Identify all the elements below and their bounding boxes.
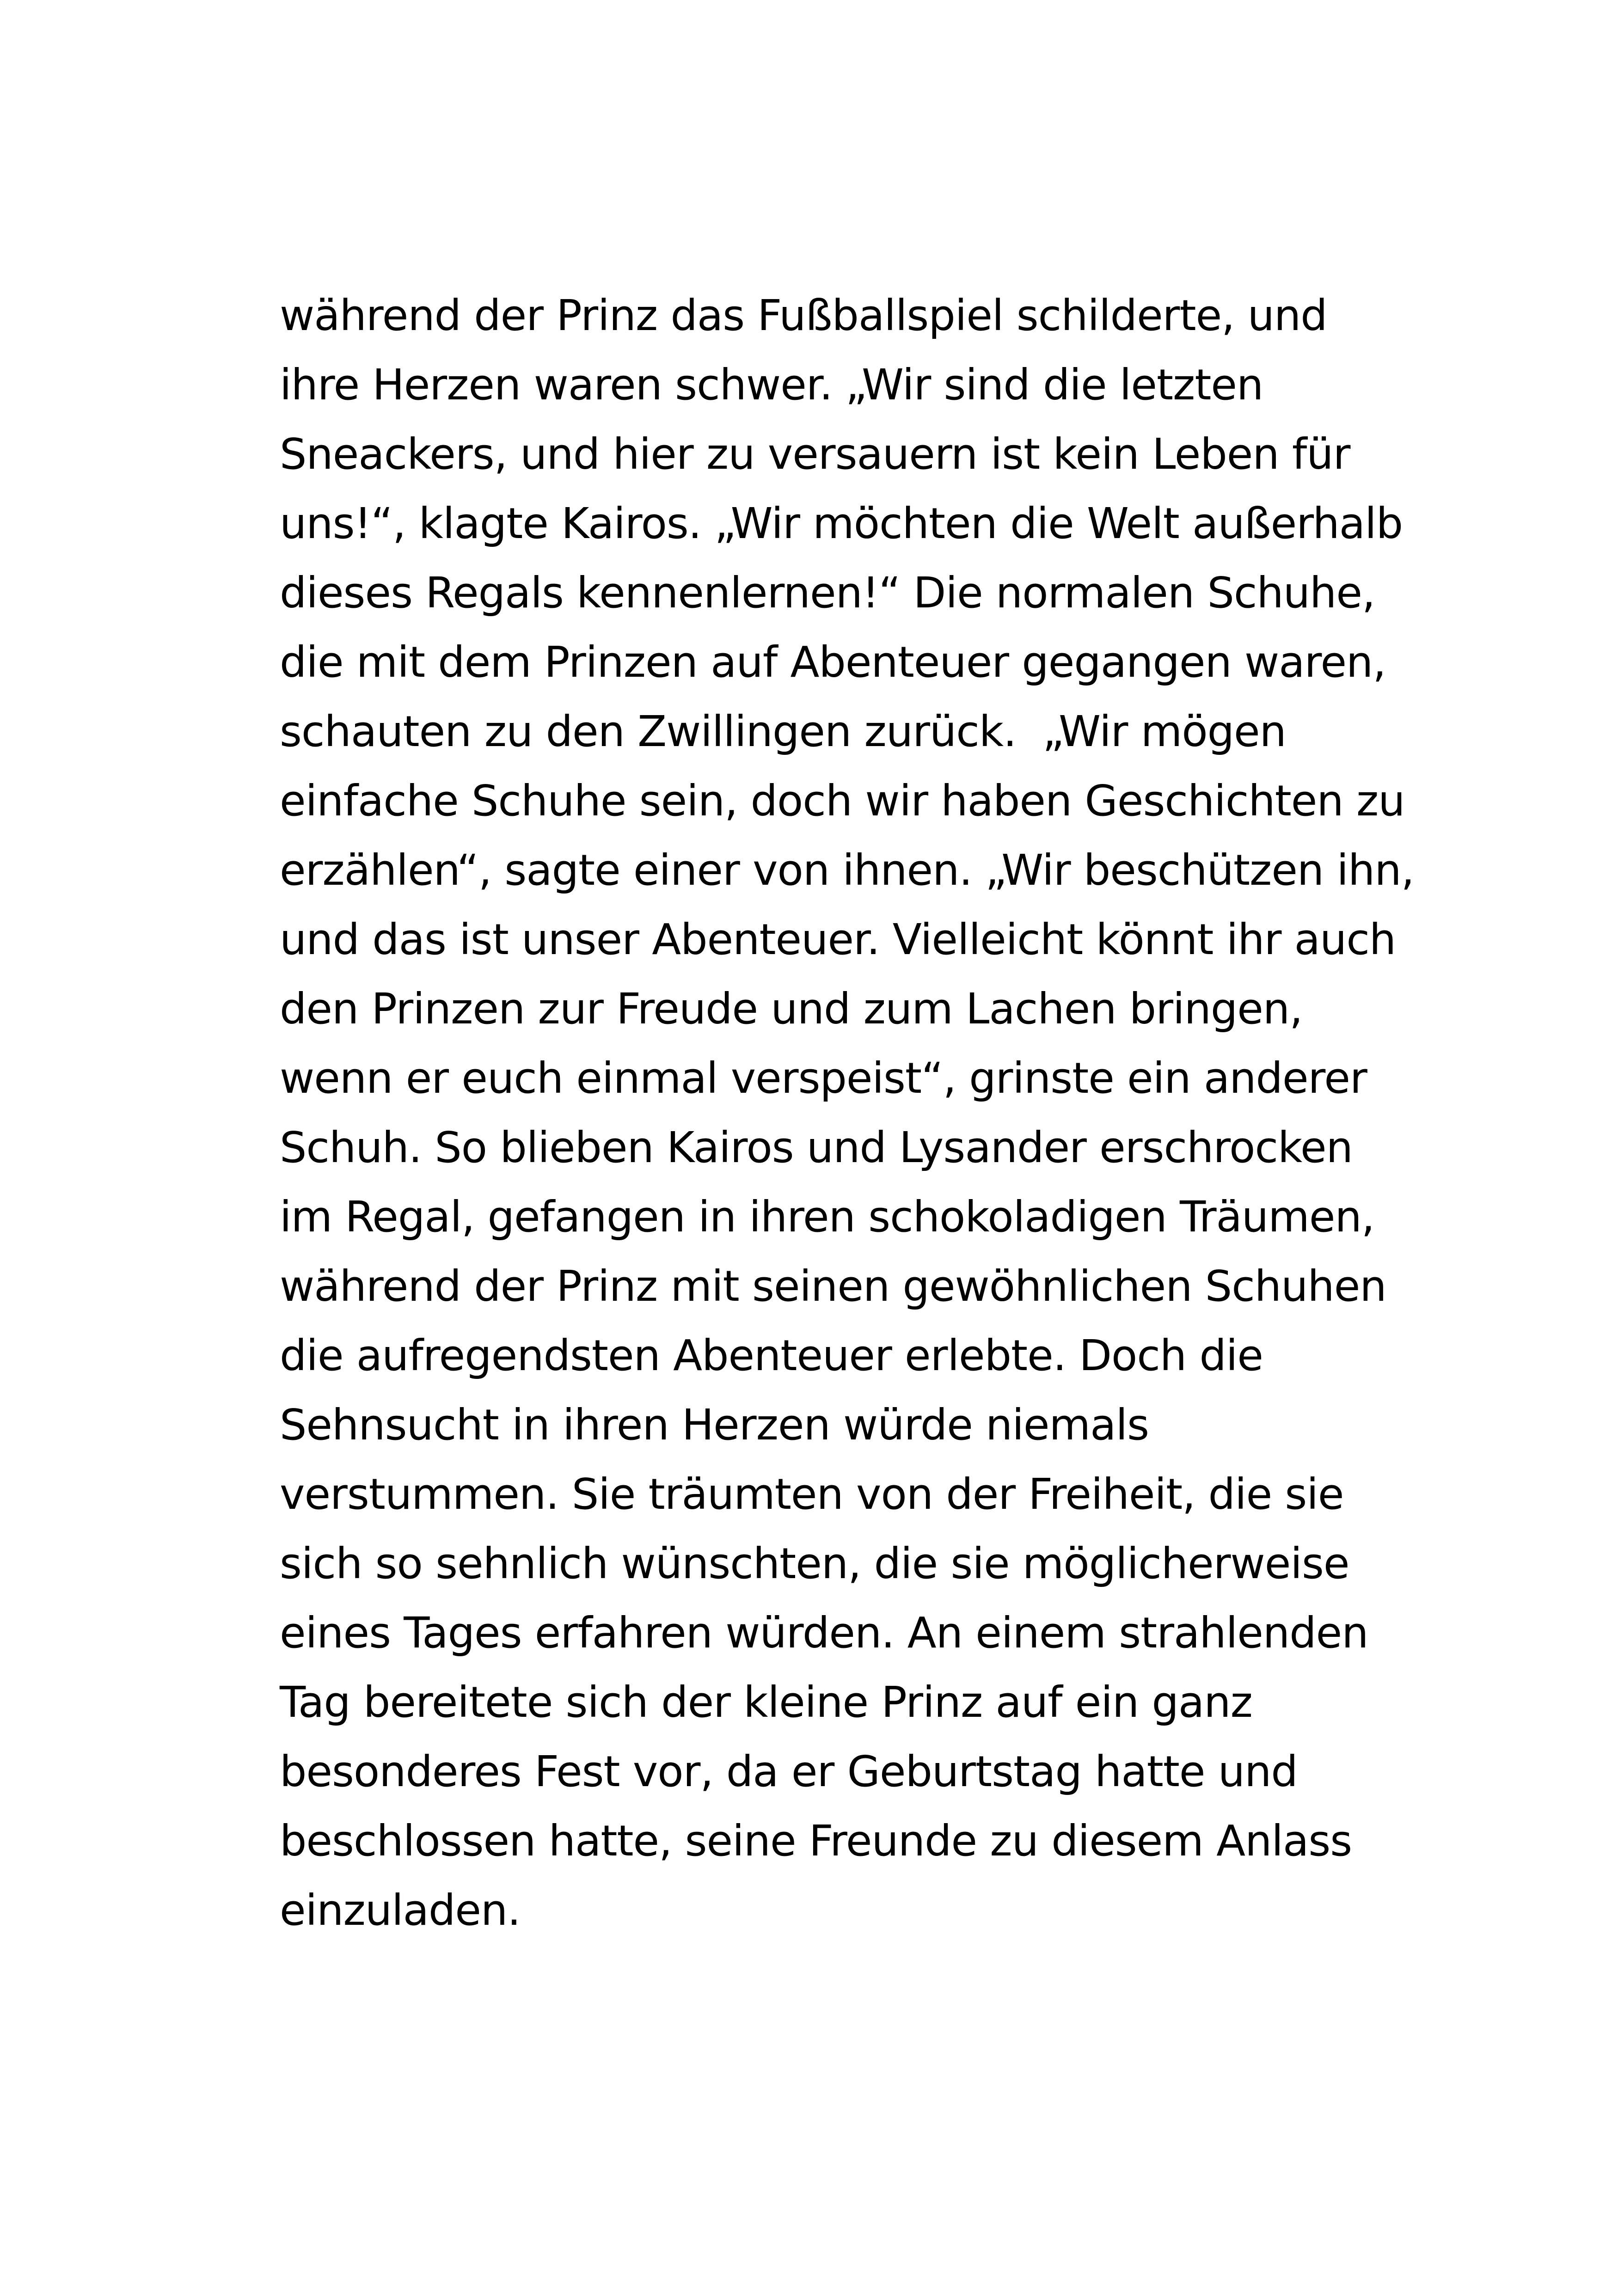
- text-line: eines Tages erfahren würden. An einem strahlenden: [280, 1608, 1368, 1658]
- text-line: während der Prinz mit seinen gewöhnlichen Schuhen: [280, 1261, 1386, 1311]
- text-line: den Prinzen zur Freude und zum Lachen bringen,: [280, 984, 1303, 1034]
- text-line: Sehnsucht in ihren Herzen würde niemals: [280, 1400, 1149, 1450]
- text-line: verstummen. Sie träumten von der Freiheit, die sie: [280, 1469, 1344, 1519]
- text-line: während der Prinz das Fußballspiel schilderte, und: [280, 291, 1327, 340]
- text-line: und das ist unser Abenteuer. Vielleicht könnt ihr auch: [280, 915, 1396, 964]
- text-line: einzuladen.: [280, 1886, 521, 1935]
- text-line: beschlossen hatte, seine Freunde zu diesem Anlass: [280, 1816, 1352, 1866]
- text-line: sich so sehnlich wünschten, die sie möglicherweise: [280, 1539, 1349, 1588]
- text-line: dieses Regals kennenlernen!“ Die normalen Schuhe,: [280, 568, 1375, 618]
- text-line: Tag bereitete sich der kleine Prinz auf ein ganz: [280, 1678, 1252, 1727]
- text-line: ihre Herzen waren schwer. „Wir sind die letzten: [280, 360, 1263, 410]
- text-line: erzählen“, sagte einer von ihnen. „Wir beschützen ihn,: [280, 845, 1414, 895]
- text-line: Schuh. So blieben Kairos und Lysander erschrocken: [280, 1123, 1353, 1172]
- text-line: uns!“, klagte Kairos. „Wir möchten die Welt außerhalb: [280, 499, 1403, 548]
- text-line: Sneackers, und hier zu versauern ist kein Leben für: [280, 429, 1350, 479]
- text-line: schauten zu den Zwillingen zurück. „Wir mögen: [280, 707, 1286, 756]
- text-line: die mit dem Prinzen auf Abenteuer gegangen waren,: [280, 637, 1386, 687]
- text-line: wenn er euch einmal verspeist“, grinste ein anderer: [280, 1053, 1367, 1103]
- text-line: im Regal, gefangen in ihren schokoladigen Träumen,: [280, 1192, 1375, 1242]
- text-line: einfache Schuhe sein, doch wir haben Geschichten zu: [280, 776, 1405, 826]
- text-line: besonderes Fest vor, da er Geburtstag hatte und: [280, 1747, 1298, 1796]
- text-line: die aufregendsten Abenteuer erlebte. Doch die: [280, 1331, 1263, 1380]
- story-paragraph: [280, 281, 1414, 1945]
